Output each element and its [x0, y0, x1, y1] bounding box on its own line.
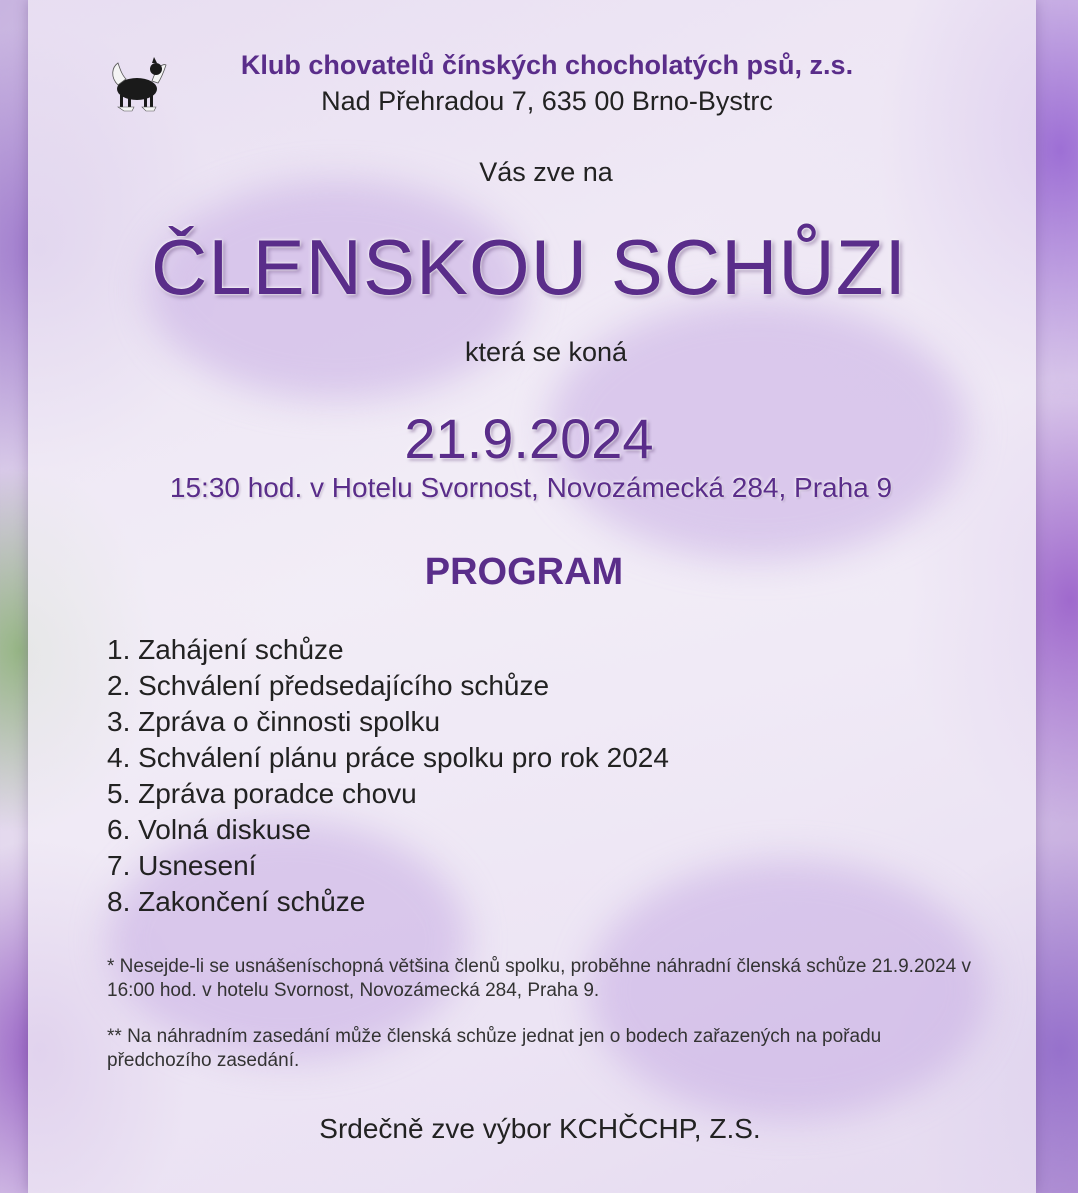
- club-address: Nad Přehradou 7, 635 00 Brno-Bystrc: [321, 86, 773, 116]
- program-item: 1. Zahájení schůze: [107, 634, 344, 665]
- club-name: Klub chovatelů čínských chocholatých psů, z.s.: [240, 50, 854, 80]
- program-item: 5. Zpráva poradce chovu: [107, 778, 417, 809]
- footnote-quorum: * Nesejde-li se usnášeníschopná většina členů spolku, proběhne náhradní členská schůze 21.9.2024 v 16:00 hod. v hotelu Svornost, Novozámecká 284, Praha 9.: [107, 956, 972, 1001]
- program-item: 4. Schválení plánu práce spolku pro rok 2024: [107, 742, 669, 773]
- footnote-substitute-meeting: ** Na náhradním zasedání může členská schůze jednat jen o bodech zařazených na pořadu předchozího zasedání.: [107, 1026, 882, 1071]
- program-title: PROGRAM: [424, 551, 624, 593]
- program-item: 7. Usnesení: [107, 850, 257, 881]
- program-item: 8. Zakončení schůze: [107, 886, 366, 917]
- program-item: 3. Zpráva o činnosti spolku: [107, 706, 441, 737]
- program-item: 6. Volná diskuse: [107, 814, 311, 845]
- invitation-subtext: která se koná: [464, 337, 628, 367]
- invitation-headline: ČLENSKOU SCHŮZI: [150, 223, 908, 311]
- program-list: [107, 632, 669, 920]
- signoff: Srdečně zve výbor KCHČCHP, Z.S.: [319, 1113, 761, 1144]
- meeting-time-venue: 15:30 hod. v Hotelu Svornost, Novozámecká 284, Praha 9: [169, 472, 893, 503]
- meeting-date: 21.9.2024: [404, 407, 654, 470]
- program-item: 2. Schválení předsedajícího schůze: [107, 670, 550, 701]
- invitation-intro: Vás zve na: [479, 157, 613, 187]
